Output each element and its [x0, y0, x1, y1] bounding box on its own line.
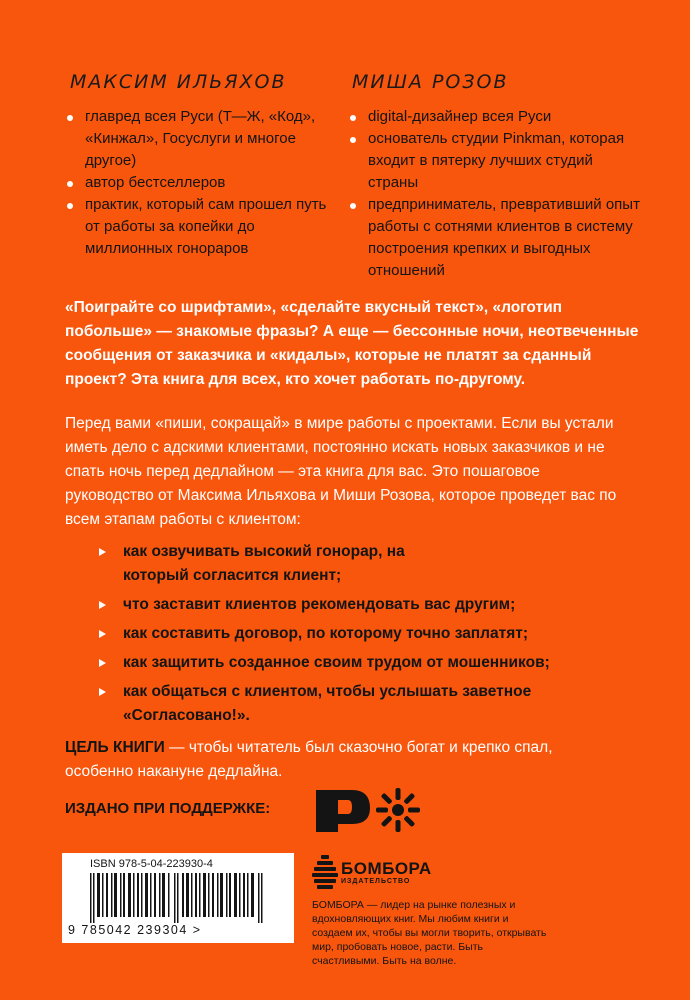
bio-item: главред всея Руси (Т—Ж, «Код», «Кинжал», Госуслуги и многое другое)	[67, 106, 327, 172]
bio-item: предприниматель, превративший опыт работы с сотнями клиентов в систему построения крепких и выгодных отношений	[350, 194, 640, 282]
bombora-logo-icon	[312, 855, 338, 889]
goal-label: ЦЕЛЬ КНИГИ	[65, 739, 165, 756]
author-bio-ilyakhov	[67, 106, 327, 260]
bio-item: практик, который сам прошел путь от работы за копейки до миллионных гонораров	[67, 194, 327, 260]
isbn-label: ISBN 978-5-04-223930-4	[90, 858, 213, 870]
key-point-item: как озвучивать высокий гонорар, на который согласится клиент;	[95, 540, 463, 588]
key-point-item: что заставит клиентов рекомендовать вас другим;	[95, 593, 655, 617]
bio-item: digital-дизайнер всея Руси	[350, 106, 640, 128]
bio-item: автор бестселлеров	[67, 172, 327, 194]
publisher-name: БОМБОРА	[341, 859, 432, 878]
bio-item: основатель студии Pinkman, которая входит в пятерку лучших студий страны	[350, 128, 640, 194]
hook-text: «Поиграйте со шрифтами», «сделайте вкусный текст», «логотип побольше» — знакомые фразы? А еще — бессонные ночи, неотвеченные сообщения от заказчика и «кидалы», которые не платят за сданный проект? Эта книга для всех, кто хочет работать по-другому.	[65, 299, 639, 388]
publisher-description: БОМБОРА — лидер на рынке полезных и вдохновляющих книг. Мы любим книги и создаем их, чтобы вы могли творить, открывать мир, пробовать новое, расти. Быть счастливыми. Быть на волне.	[312, 899, 547, 967]
partner-logo	[312, 784, 427, 836]
author-name-ilyakhov: МАКСИМ ИЛЬЯХОВ	[70, 71, 287, 93]
key-points-list	[95, 540, 655, 733]
key-point-item: как составить договор, по которому точно заплатят;	[95, 622, 655, 646]
description-text: Перед вами «пиши, сокращай» в мире работы с проектами. Если вы устали иметь дело с адскими клиентами, постоянно искать новых заказчиков и не спать ночь перед дедлайном — эта книга для вас. Это пошаговое руководство от Максима Ильяхова и Миши Розова, которое проведет вас по всем этапам работы с клиентом:	[65, 415, 617, 528]
key-point-item: как защитить созданное своим трудом от мошенников;	[95, 651, 655, 675]
author-name-rozov: МИША РОЗОВ	[352, 71, 509, 93]
support-label: ИЗДАНО ПРИ ПОДДЕРЖКЕ:	[65, 800, 271, 817]
barcode-image	[90, 873, 270, 923]
barcode-digits: 9 785042 239304 >	[68, 923, 202, 937]
key-point-item: как общаться с клиентом, чтобы услышать заветное «Согласовано!».	[95, 680, 543, 728]
author-bio-rozov	[350, 106, 640, 282]
barcode-box	[62, 853, 294, 943]
publisher-subtitle: ИЗДАТЕЛЬСТВО	[341, 878, 411, 885]
book-goal	[65, 736, 625, 784]
goal-text: — чтобы читатель был сказочно богат и крепко спал, особенно накануне дедлайна.	[65, 739, 553, 780]
